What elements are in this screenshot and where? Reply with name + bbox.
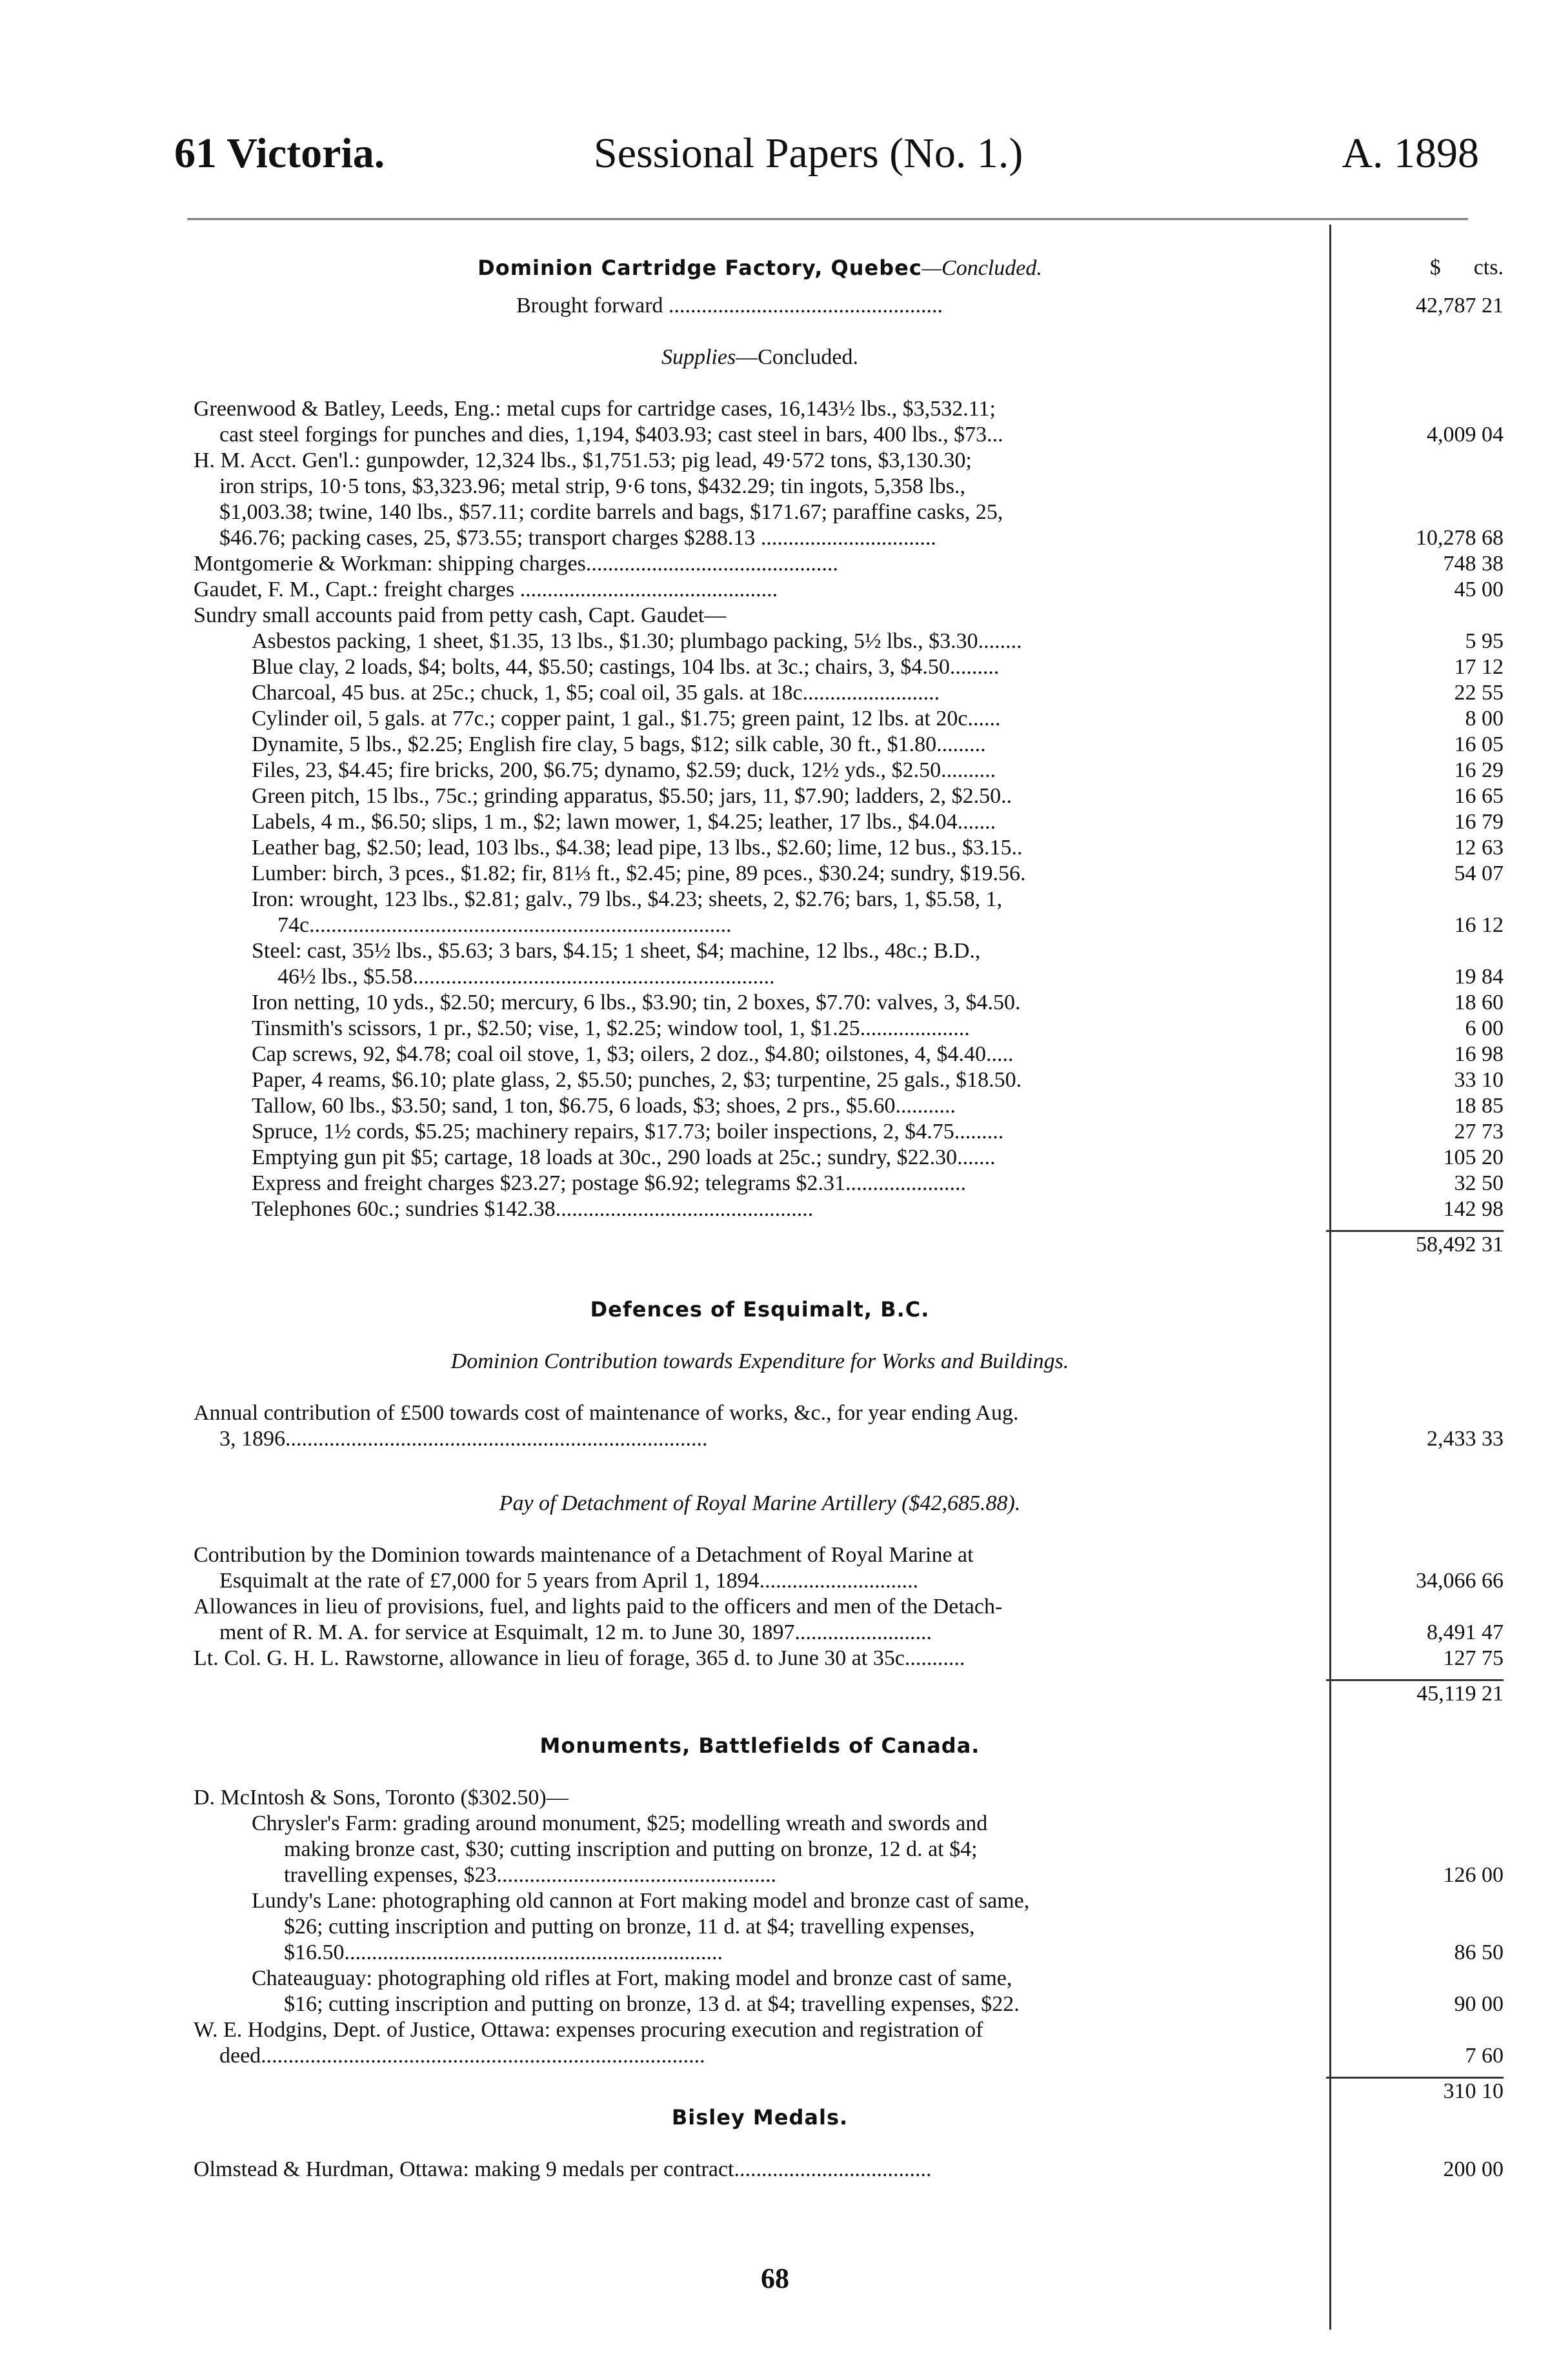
list-item bbox=[194, 861, 1550, 887]
item-amount: 8 00 bbox=[1465, 707, 1504, 731]
list-item bbox=[194, 835, 1550, 861]
item-line: Lundy's Lane: photographing old cannon at Fort making model and bronze cast of same, bbox=[252, 1889, 1030, 1913]
monuments-total-row bbox=[194, 2079, 1504, 2104]
monuments-title-row bbox=[194, 1733, 1504, 1759]
list-item bbox=[194, 887, 1550, 938]
list-item bbox=[194, 1542, 1504, 1594]
monuments-total: 310 10 bbox=[1443, 2079, 1504, 2103]
item-line: $1,003.38; twine, 140 lbs., $57.11; cordite barrels and bags, $171.67; paraffine casks, 25, bbox=[219, 500, 1003, 524]
supplies-heading bbox=[194, 345, 1504, 370]
item-line: Tinsmith's scissors, 1 pr., $2.50; vise, 1, $2.25; window tool, 1, $1.25.................... bbox=[252, 1016, 970, 1040]
total-rule bbox=[194, 2069, 1504, 2079]
page-number: 68 bbox=[761, 2263, 789, 2294]
item-line: Esquimalt at the rate of £7,000 for 5 years from April 1, 1894............................. bbox=[219, 1569, 919, 1593]
monuments-title: Monuments, Battlefields of Canada. bbox=[539, 1733, 980, 1758]
item-line: Labels, 4 m., $6.50; slips, 1 m., $2; lawn mower, 1, $4.25; leather, 17 lbs., $4.04....... bbox=[252, 810, 996, 834]
item-amount: 32 50 bbox=[1454, 1171, 1504, 1195]
item-line: Cylinder oil, 5 gals. at 77c.; copper paint, 1 gal., $1.75; green paint, 12 lbs. at 20c...... bbox=[252, 707, 1001, 731]
item-amount: 7 60 bbox=[1465, 2044, 1504, 2068]
item-amount: 12 63 bbox=[1454, 836, 1504, 860]
item-amount: 16 29 bbox=[1454, 758, 1504, 782]
item-line: Olmstead & Hurdman, Ottawa: making 9 medals per contract.................................... bbox=[194, 2157, 932, 2181]
sundry-label: Sundry small accounts paid from petty cash, Capt. Gaudet— bbox=[194, 603, 727, 627]
item-amount: 6 00 bbox=[1465, 1016, 1504, 1040]
item-line: $46.76; packing cases, 25, $73.55; transport charges $288.13 ................................ bbox=[219, 526, 936, 550]
item-amount: 16 12 bbox=[1454, 913, 1504, 937]
item-line: Green pitch, 15 lbs., 75c.; grinding apparatus, $5.50; jars, 11, $7.90; ladders, 2, $2.50.. bbox=[252, 784, 1012, 808]
list-item bbox=[194, 990, 1550, 1016]
item-amount: 19 84 bbox=[1454, 965, 1504, 989]
item-line: W. E. Hodgins, Dept. of Justice, Ottawa: expenses procuring execution and registration of bbox=[194, 2018, 983, 2042]
list-item bbox=[194, 732, 1550, 758]
item-line: Paper, 4 reams, $6.10; plate glass, 2, $5.50; punches, 2, $3; turpentine, 25 gals., $18.50. bbox=[252, 1068, 1022, 1092]
item-amount: 2,433 33 bbox=[1427, 1427, 1504, 1451]
brought-forward-amount: 42,787 21 bbox=[1416, 294, 1504, 318]
list-item bbox=[194, 938, 1550, 990]
list-item bbox=[194, 1400, 1504, 1452]
item-line: Charcoal, 45 bus. at 25c.; chuck, 1, $5; coal oil, 35 gals. at 18c......................... bbox=[252, 681, 940, 705]
item-line: Express and freight charges $23.27; postage $6.92; telegrams $2.31...................... bbox=[252, 1171, 966, 1195]
cartridge-total: 58,492 31 bbox=[1416, 1233, 1504, 1256]
brought-forward-row bbox=[194, 293, 1504, 319]
column-header-dollars-cents: $ cts. bbox=[1429, 256, 1504, 279]
item-line: Asbestos packing, 1 sheet, $1.35, 13 lbs., $1.30; plumbago packing, 5½ lbs., $3.30........ bbox=[252, 629, 1022, 653]
item-amount: 45 00 bbox=[1454, 578, 1504, 601]
item-amount: 18 60 bbox=[1454, 991, 1504, 1014]
list-item bbox=[194, 654, 1550, 680]
bisley-title-row bbox=[194, 2104, 1504, 2131]
item-line: Allowances in lieu of provisions, fuel, and lights paid to the officers and men of the Detach- bbox=[194, 1595, 1003, 1619]
item-amount: 126 00 bbox=[1443, 1863, 1504, 1887]
list-item bbox=[194, 1119, 1550, 1145]
item-amount: 22 55 bbox=[1454, 681, 1504, 705]
item-line: cast steel forgings for punches and dies, 1,194, $403.93; cast steel in bars, 400 lbs., $73... bbox=[219, 423, 1003, 447]
item-line: 3, 1896............................................................................. bbox=[219, 1427, 708, 1451]
item-amount: 17 12 bbox=[1454, 655, 1504, 679]
item-line: deed................................................................................. bbox=[219, 2044, 705, 2068]
item-amount: 34,066 66 bbox=[1416, 1569, 1504, 1593]
item-amount: 54 07 bbox=[1454, 862, 1504, 885]
header-session: 61 Victoria. bbox=[174, 130, 385, 177]
page-header bbox=[174, 129, 1479, 187]
item-amount: 16 05 bbox=[1454, 732, 1504, 756]
item-line: Leather bag, $2.50; lead, 103 lbs., $4.38; lead pipe, 13 lbs., $2.60; lime, 12 bus., $3.15.. bbox=[252, 836, 1023, 860]
item-line: Greenwood & Batley, Leeds, Eng.: metal cups for cartridge cases, 16,143½ lbs., $3,532.11; bbox=[194, 397, 996, 421]
item-line: Tallow, 60 lbs., $3.50; sand, 1 ton, $6.75, 6 loads, $3; shoes, 2 prs., $5.60........... bbox=[252, 1094, 956, 1118]
list-item bbox=[194, 783, 1550, 809]
header-rule bbox=[187, 218, 1468, 220]
item-line: Chateauguay: photographing old rifles at Fort, making model and bronze cast of same, bbox=[252, 1966, 1012, 1990]
list-item bbox=[194, 1042, 1550, 1067]
esquimalt-total-row bbox=[194, 1681, 1504, 1707]
item-amount: 16 98 bbox=[1454, 1042, 1504, 1066]
list-item bbox=[194, 2157, 1504, 2183]
item-amount: 90 00 bbox=[1454, 1992, 1504, 2016]
item-amount: 86 50 bbox=[1454, 1941, 1504, 1964]
list-item bbox=[194, 1594, 1504, 1646]
list-item bbox=[194, 577, 1504, 603]
item-line: Spruce, 1½ cords, $5.25; machinery repairs, $17.73; boiler inspections, 2, $4.75......... bbox=[252, 1120, 1004, 1144]
item-line: Blue clay, 2 loads, $4; bolts, 44, $5.50; castings, 104 lbs. at 3c.; chairs, 3, $4.50......... bbox=[252, 655, 1000, 679]
monuments-contractor: D. McIntosh & Sons, Toronto ($302.50)— bbox=[194, 1786, 569, 1810]
sundry-list bbox=[194, 629, 1504, 1222]
item-amount: 748 38 bbox=[1443, 552, 1504, 576]
list-item bbox=[194, 448, 1504, 551]
cartridge-title-suffix: —Concluded. bbox=[921, 256, 1042, 280]
supplies-heading-label: Supplies bbox=[661, 345, 736, 369]
esquimalt-total: 45,119 21 bbox=[1416, 1682, 1504, 1706]
item-amount: 142 98 bbox=[1443, 1197, 1504, 1221]
list-item bbox=[194, 680, 1550, 706]
list-item bbox=[194, 1016, 1550, 1042]
item-amount: 8,491 47 bbox=[1427, 1620, 1504, 1644]
item-line: Contribution by the Dominion towards maintenance of a Detachment of Royal Marine at bbox=[194, 1543, 974, 1567]
item-line: Dynamite, 5 lbs., $2.25; English fire clay, 5 bags, $12; silk cable, 30 ft., $1.80......... bbox=[252, 732, 986, 756]
item-amount: 105 20 bbox=[1443, 1145, 1504, 1169]
list-item bbox=[194, 809, 1550, 835]
cartridge-total-row bbox=[194, 1232, 1504, 1258]
item-amount: 10,278 68 bbox=[1416, 526, 1504, 550]
item-line: $26; cutting inscription and putting on bronze, 11 d. at $4; travelling expenses, bbox=[284, 1915, 975, 1939]
esquimalt-subheading-works: Dominion Contribution towards Expenditure for Works and Buildings. bbox=[450, 1349, 1069, 1373]
list-item bbox=[194, 1093, 1550, 1119]
item-line: H. M. Acct. Gen'l.: gunpowder, 12,324 lbs., $1,751.53; pig lead, 49·572 tons, $3,130.30; bbox=[194, 449, 972, 472]
total-rule bbox=[194, 1671, 1504, 1681]
item-line: making bronze cast, $30; cutting inscription and putting on bronze, 12 d. at $4; bbox=[284, 1837, 978, 1861]
list-item bbox=[194, 1811, 1550, 1888]
item-line: Cap screws, 92, $4.78; coal oil stove, 1, $3; oilers, 2 doz., $4.80; oilstones, 4, $4.40..... bbox=[252, 1042, 1014, 1066]
list-item bbox=[194, 706, 1550, 732]
supplies-heading-suffix: —Concluded. bbox=[736, 345, 859, 369]
item-line: Gaudet, F. M., Capt.: freight charges ............................................... bbox=[194, 578, 778, 601]
item-line: Steel: cast, 35½ lbs., $5.63; 3 bars, $4.15; 1 sheet, $4; machine, 12 lbs., 48c.; B.D., bbox=[252, 939, 981, 963]
esquimalt-title-row bbox=[194, 1296, 1504, 1323]
list-item bbox=[194, 1888, 1550, 1966]
item-line: Annual contribution of £500 towards cost of maintenance of works, &c., for year ending Aug. bbox=[194, 1401, 1019, 1425]
item-line: $16; cutting inscription and putting on bronze, 13 d. at $4; travelling expenses, $22. bbox=[284, 1992, 1020, 2016]
list-item bbox=[194, 1196, 1550, 1222]
item-line: 74c............................................................................. bbox=[277, 913, 732, 937]
item-line: Files, 23, $4.45; fire bricks, 200, $6.75; dynamo, $2.59; duck, 12½ yds., $2.50.......... bbox=[252, 758, 996, 782]
item-amount: 27 73 bbox=[1454, 1120, 1504, 1144]
item-line: travelling expenses, $23................................................... bbox=[284, 1863, 777, 1887]
cartridge-title: Dominion Cartridge Factory, Quebec bbox=[478, 256, 922, 280]
list-item bbox=[194, 396, 1504, 448]
item-amount: 127 75 bbox=[1443, 1646, 1504, 1670]
list-item bbox=[194, 2017, 1504, 2069]
esquimalt-subheading-artillery: Pay of Detachment of Royal Marine Artillery ($42,685.88). bbox=[499, 1491, 1021, 1515]
list-item bbox=[194, 629, 1550, 654]
header-year: A. 1898 bbox=[1342, 130, 1479, 177]
item-amount: 18 85 bbox=[1454, 1094, 1504, 1118]
item-amount: 33 10 bbox=[1454, 1068, 1504, 1092]
item-line: ment of R. M. A. for service at Esquimalt, 12 m. to June 30, 1897......................... bbox=[219, 1620, 932, 1644]
list-item bbox=[194, 551, 1504, 577]
item-line: Iron: wrought, 123 lbs., $2.81; galv., 79 lbs., $4.23; sheets, 2, $2.76; bars, 1, $5.58, 1, bbox=[252, 887, 1003, 911]
item-amount: 200 00 bbox=[1443, 2157, 1504, 2181]
sundry-label-row bbox=[194, 603, 1504, 629]
item-amount: 4,009 04 bbox=[1427, 423, 1504, 447]
item-amount: 16 79 bbox=[1454, 810, 1504, 834]
document-body bbox=[194, 255, 1504, 2183]
item-amount: 16 65 bbox=[1454, 784, 1504, 808]
list-item bbox=[194, 1966, 1550, 2017]
item-line: Lt. Col. G. H. L. Rawstorne, allowance in lieu of forage, 365 d. to June 30 at 35c........... bbox=[194, 1646, 965, 1670]
list-item bbox=[194, 1067, 1550, 1093]
list-item bbox=[194, 1171, 1550, 1196]
item-line: Montgomerie & Workman: shipping charges.............................................. bbox=[194, 552, 838, 576]
brought-forward-label: Brought forward .................................................. bbox=[516, 294, 943, 318]
item-line: $16.50..................................................................... bbox=[284, 1941, 723, 1964]
item-line: Emptying gun pit $5; cartage, 18 loads at 30c., 290 loads at 25c.; sundry, $22.30....... bbox=[252, 1145, 996, 1169]
cartridge-heading-row bbox=[194, 255, 1504, 281]
item-line: 46½ lbs., $5.58.................................................................. bbox=[277, 965, 775, 989]
item-amount: 5 95 bbox=[1465, 629, 1504, 653]
list-item bbox=[194, 758, 1550, 783]
item-line: Lumber: birch, 3 pces., $1.82; fir, 81⅓ ft., $2.45; pine, 89 pces., $30.24; sundry, $19.56. bbox=[252, 862, 1026, 885]
item-line: Iron netting, 10 yds., $2.50; mercury, 6 lbs., $3.90; tin, 2 boxes, $7.70: valves, 3, $4.50. bbox=[252, 991, 1021, 1014]
total-rule bbox=[194, 1222, 1504, 1232]
item-line: iron strips, 10·5 tons, $3,323.96; metal strip, 9·6 tons, $432.29; tin ingots, 5,358 lbs., bbox=[219, 474, 965, 498]
item-line: Chrysler's Farm: grading around monument, $25; modelling wreath and swords and bbox=[252, 1811, 988, 1835]
item-line: Telephones 60c.; sundries $142.38............................................... bbox=[252, 1197, 814, 1221]
list-item bbox=[194, 1646, 1504, 1671]
contractor-row bbox=[194, 1785, 1504, 1811]
esquimalt-title: Defences of Esquimalt, B.C. bbox=[590, 1297, 930, 1322]
header-title: Sessional Papers (No. 1.) bbox=[594, 130, 1023, 177]
bisley-title: Bisley Medals. bbox=[671, 2105, 849, 2130]
list-item bbox=[194, 1145, 1550, 1171]
